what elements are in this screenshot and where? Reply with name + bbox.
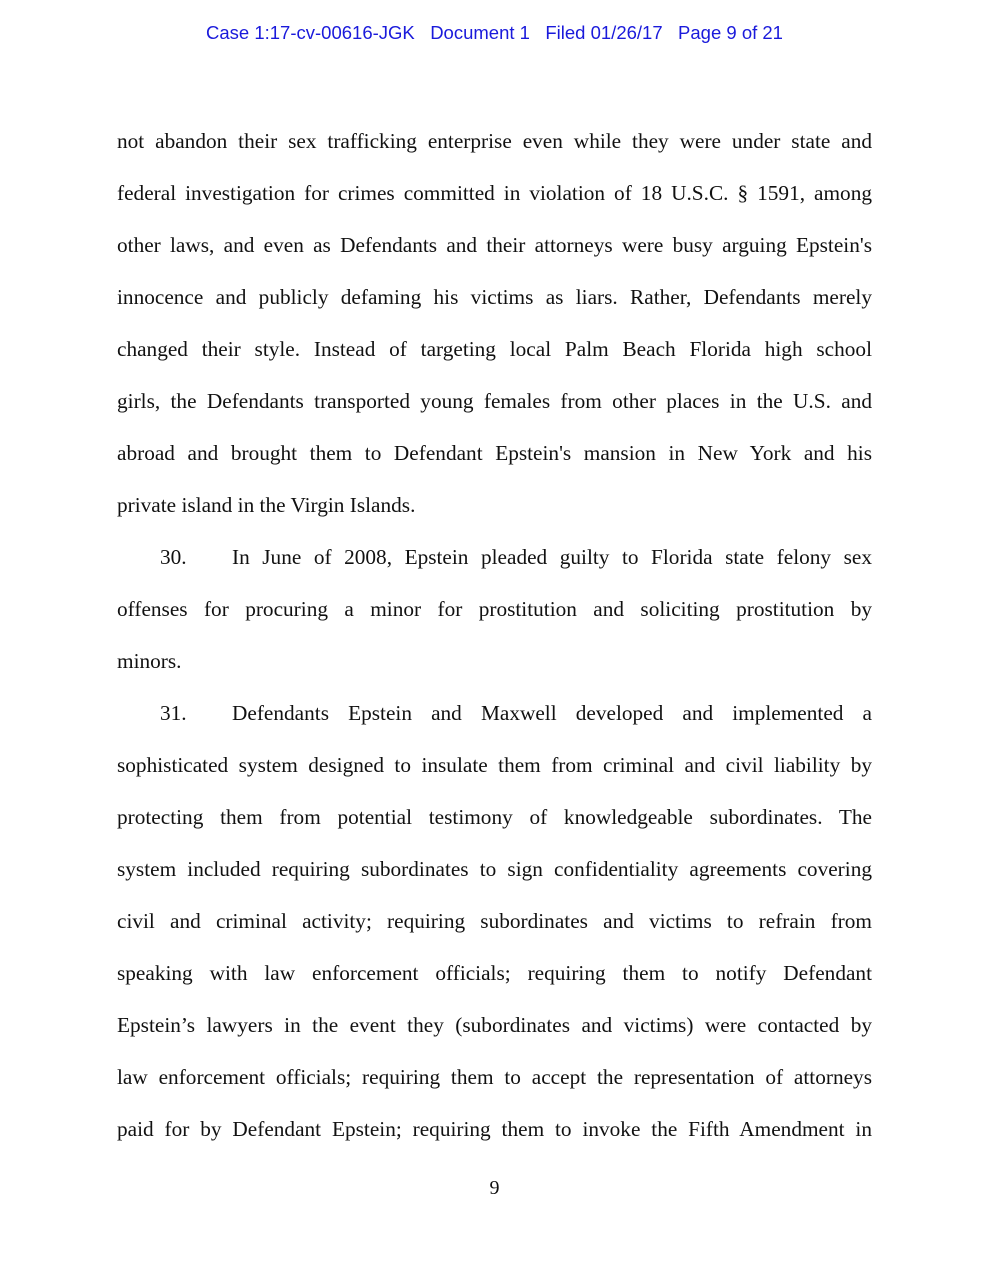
text-line: civil and criminal activity; requiring subordinates and victims to refrain from <box>117 909 872 933</box>
text-line: system included requiring subordinates to sign confidentiality agreements covering <box>117 857 872 881</box>
page-indicator: Page 9 of 21 <box>678 22 783 43</box>
text-line: not abandon their sex trafficking enterprise even while they were under state and <box>117 129 872 153</box>
paragraph-30 <box>117 540 872 696</box>
text-line: private island in the Virgin Islands. <box>117 493 416 517</box>
text-line: girls, the Defendants transported young females from other places in the U.S. and <box>117 389 872 413</box>
case-header <box>0 22 989 44</box>
text-line: paid for by Defendant Epstein; requiring them to invoke the Fifth Amendment in <box>117 1117 872 1141</box>
text-line: abroad and brought them to Defendant Epstein's mansion in New York and his <box>117 441 872 465</box>
text-line: protecting them from potential testimony of knowledgeable subordinates. The <box>117 805 872 829</box>
paragraph-continuation <box>117 124 872 540</box>
text-line: changed their style. Instead of targeting local Palm Beach Florida high school <box>117 337 872 361</box>
document-body <box>117 124 872 1164</box>
text-line: speaking with law enforcement officials; requiring them to notify Defendant <box>117 961 872 985</box>
text-line: offenses for procuring a minor for prostitution and soliciting prostitution by <box>117 597 872 621</box>
text-line: sophisticated system designed to insulate them from criminal and civil liability by <box>117 753 872 777</box>
filed-date: Filed 01/26/17 <box>545 22 663 43</box>
text-line: minors. <box>117 649 182 673</box>
text-line <box>117 696 872 748</box>
paragraph-number: 30. <box>160 545 187 569</box>
text-line: innocence and publicly defaming his victims as liars. Rather, Defendants merely <box>117 285 872 309</box>
text-line: law enforcement officials; requiring them to accept the representation of attorneys <box>117 1065 872 1089</box>
page-number-footer: 9 <box>489 1177 500 1199</box>
text-line: federal investigation for crimes committed in violation of 18 U.S.C. § 1591, among <box>117 181 872 205</box>
paragraph-31 <box>117 696 872 1164</box>
document-number: Document 1 <box>430 22 530 43</box>
text-span: In June of 2008, Epstein pleaded guilty to Florida state felony sex <box>232 545 872 569</box>
paragraph-number: 31. <box>160 701 187 725</box>
text-line <box>117 540 872 592</box>
text-line: Epstein’s lawyers in the event they (subordinates and victims) were contacted by <box>117 1013 872 1037</box>
case-number: Case 1:17-cv-00616-JGK <box>206 22 415 43</box>
text-line: other laws, and even as Defendants and their attorneys were busy arguing Epstein's <box>117 233 872 257</box>
text-span: Defendants Epstein and Maxwell developed and implemented a <box>232 701 872 725</box>
